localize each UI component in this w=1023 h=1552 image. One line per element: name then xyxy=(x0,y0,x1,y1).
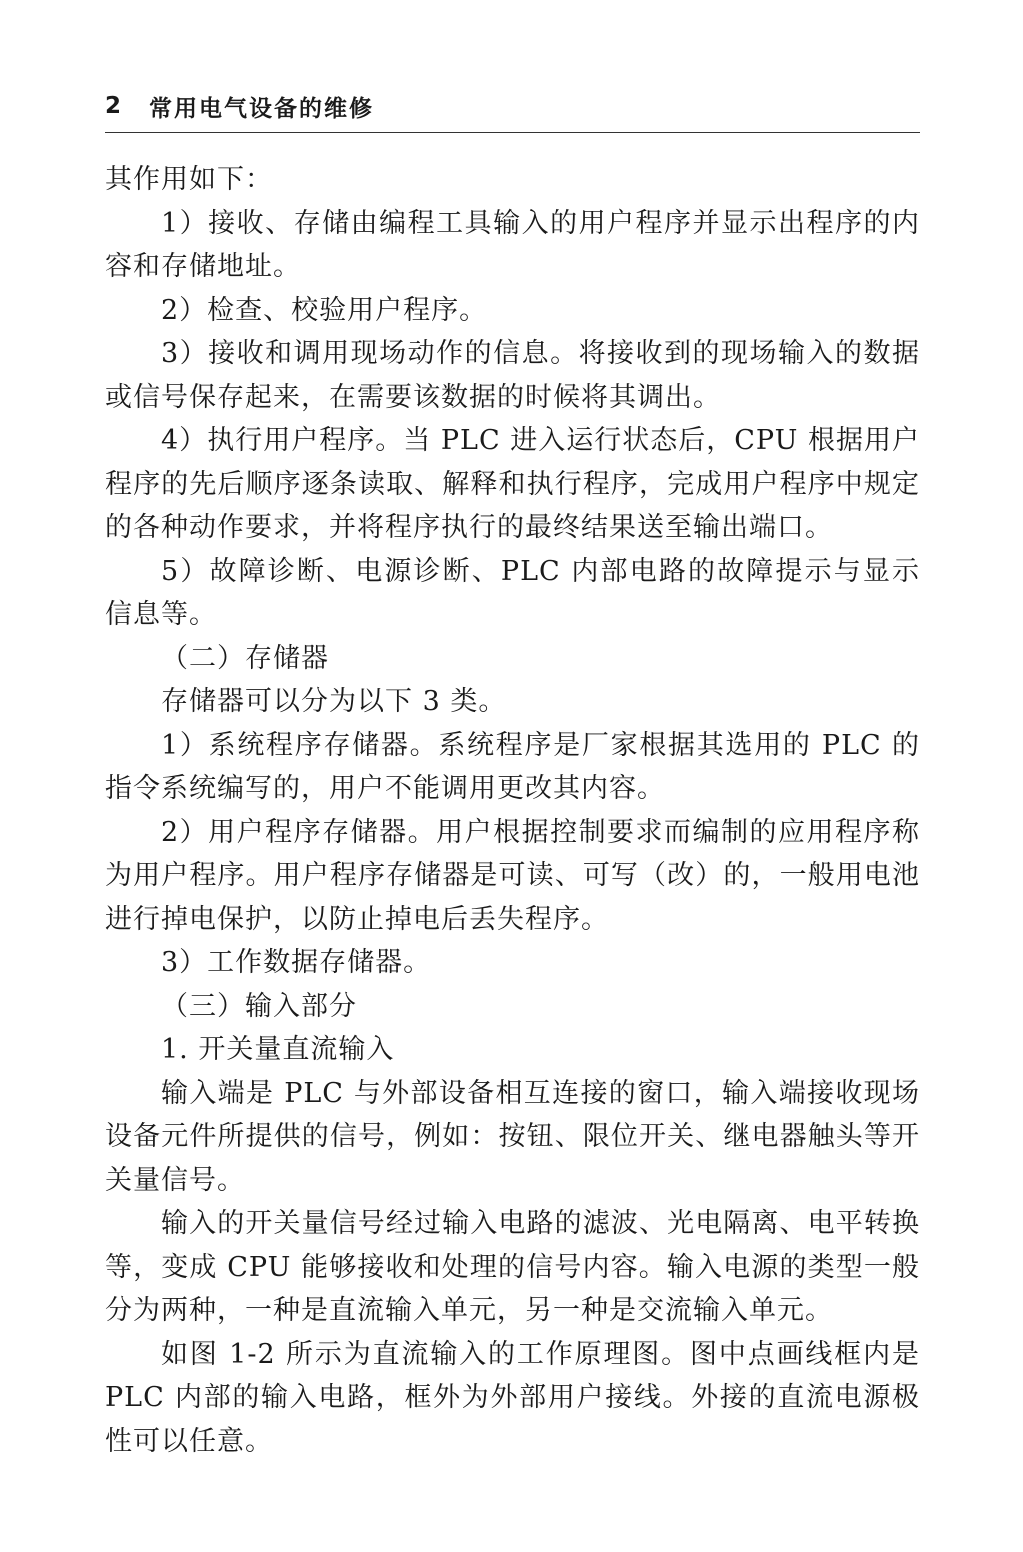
paragraph-figure-reference: 如图 1-2 所示为直流输入的工作原理图。图中点画线框内是 PLC 内部的输入电路，框外为外部用户接线。外接的直流电源极性可以任意。 xyxy=(105,1338,920,1457)
list-item-5: 5）故障诊断、电源诊断、PLC 内部电路的故障提示与显示信息等。 xyxy=(105,555,920,630)
paragraph-input-signal: 输入的开关量信号经过输入电路的滤波、光电隔离、电平转换等，变成 CPU 能够接收和处理的信号内容。输入电源的类型一般分为两种，一种是直流输入单元，另一种是交流输入单元。 xyxy=(105,1208,920,1326)
body-text xyxy=(105,158,920,1463)
paragraph-input-port: 输入端是 PLC 与外部设备相互连接的窗口，输入端接收现场设备元件所提供的信号，例如：按钮、限位开关、继电器触头等开关量信号。 xyxy=(105,1077,920,1196)
list-item-2: 2）检查、校验用户程序。 xyxy=(161,294,488,326)
subsection-heading-dc-input: 1. 开关量直流输入 xyxy=(161,1034,395,1065)
section-heading-memory: （二）存储器 xyxy=(161,642,329,674)
memory-item-1: 1）系统程序存储器。系统程序是厂家根据其选用的 PLC 的指令系统编写的，用户不能调用更改其内容。 xyxy=(105,729,920,804)
list-item-4: 4）执行用户程序。当 PLC 进入运行状态后，CPU 根据用户程序的先后顺序逐条读取、解释和执行程序，完成用户程序中规定的各种动作要求，并将程序执行的最终结果送至输出端口。 xyxy=(105,425,920,543)
running-header xyxy=(105,88,920,124)
header-divider xyxy=(105,132,920,133)
memory-item-2: 2）用户程序存储器。用户根据控制要求而编制的应用程序称为用户程序。用户程序存储器是可读、可写（改）的，一般用电池进行掉电保护，以防止掉电后丢失程序。 xyxy=(105,816,920,935)
chapter-title: 常用电气设备的维修 xyxy=(149,95,375,122)
section-heading-input: （三）输入部分 xyxy=(161,990,357,1022)
memory-item-3: 3）工作数据存储器。 xyxy=(161,947,432,978)
paragraph-memory-types: 存储器可以分为以下 3 类。 xyxy=(161,686,507,717)
paragraph-intro: 其作用如下： xyxy=(105,164,273,195)
list-item-3: 3）接收和调用现场动作的信息。将接收到的现场输入的数据或信号保存起来，在需要该数据的时候将其调出。 xyxy=(105,338,920,413)
list-item-1: 1）接收、存储由编程工具输入的用户程序并显示出程序的内容和存储地址。 xyxy=(105,207,920,282)
page-number: 2 xyxy=(105,93,124,119)
